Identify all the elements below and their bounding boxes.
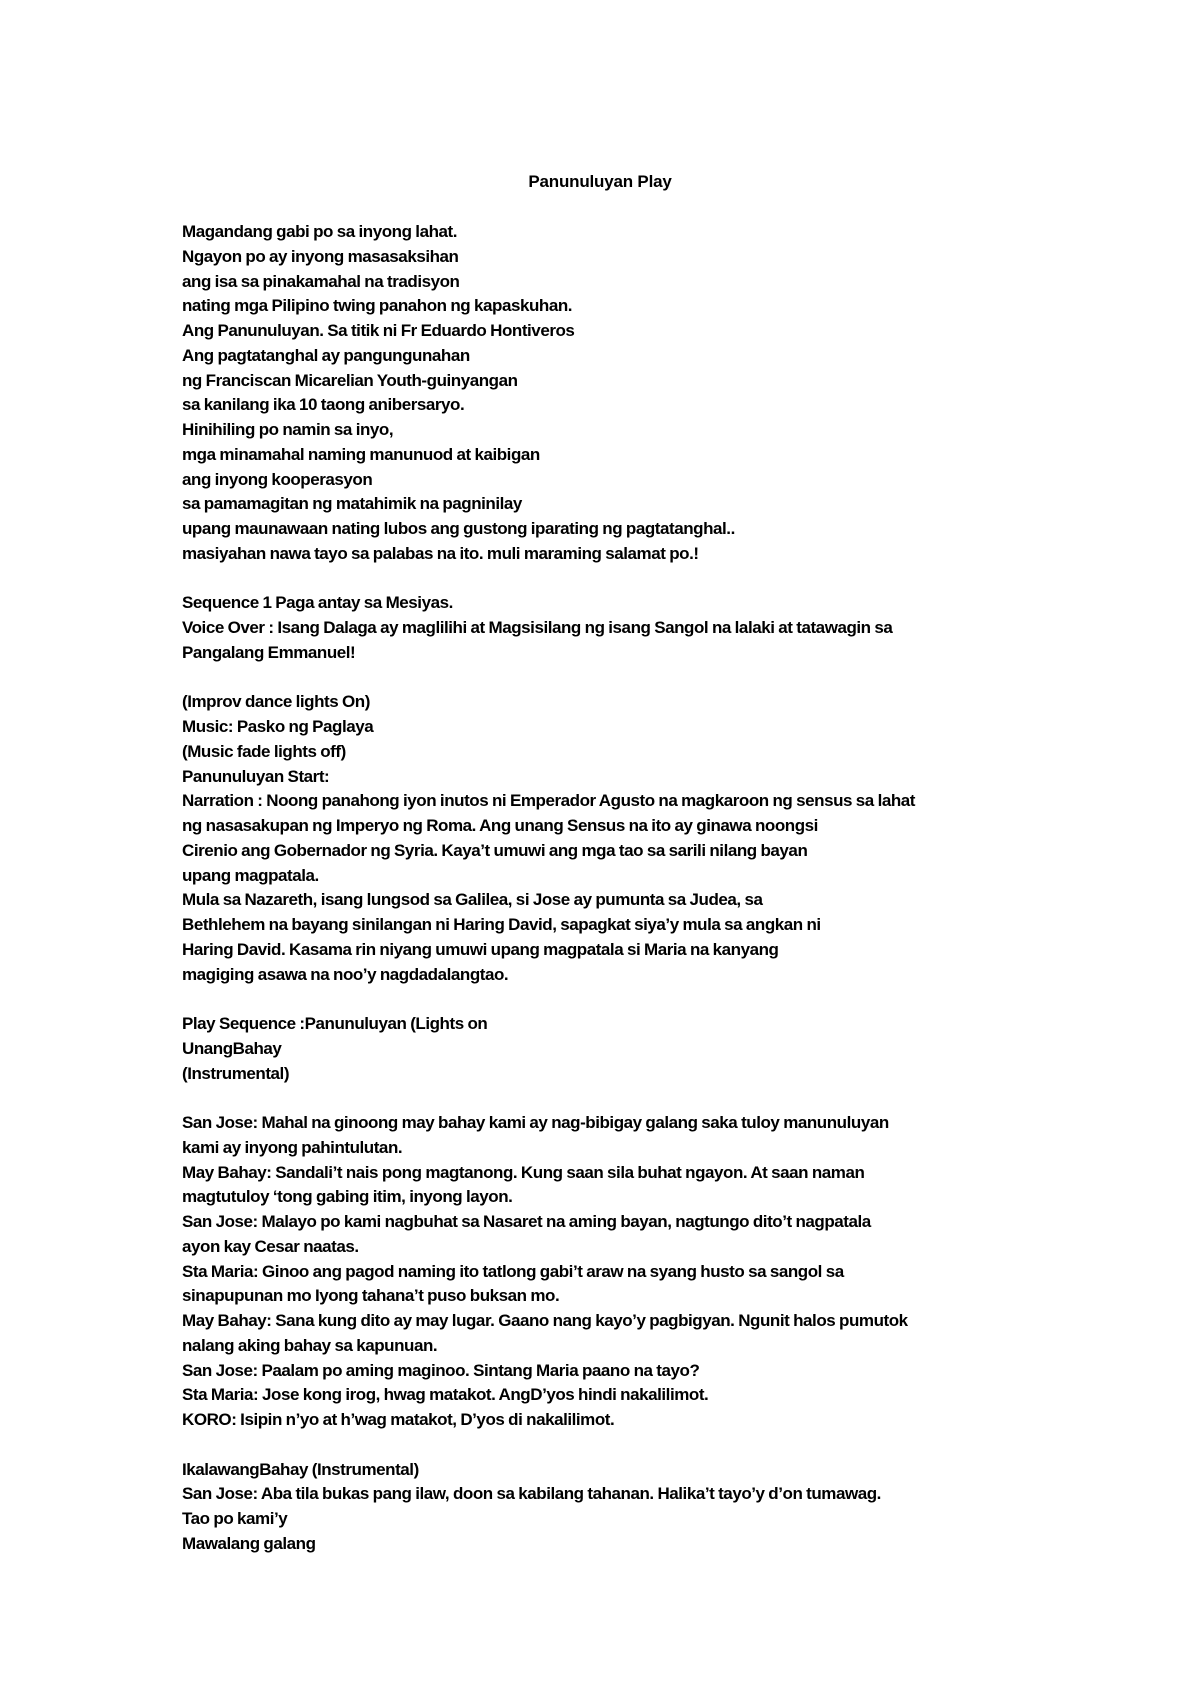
text-line: Voice Over : Isang Dalaga ay maglilihi at Magsisilang ng isang Sangol na lalaki at tatawagin sa — [182, 618, 893, 637]
text-line: UnangBahay — [182, 1038, 282, 1058]
text-line: Music: Pasko ng Paglaya — [182, 717, 374, 736]
text-line: Mawalang galang — [182, 1533, 316, 1553]
text-line: Magandang gabi po sa inyong lahat. — [182, 222, 458, 241]
text-line: May Bahay: Sana kung dito ay may lugar. Gaano nang kayo’y pagbigyan. Ngunit halos pumutok — [182, 1311, 908, 1330]
text-line: ang inyong kooperasyon — [182, 469, 373, 489]
paragraph-gap — [182, 567, 1172, 592]
paragraph-gap — [182, 1086, 1172, 1111]
text-line: nating mga Pilipino twing panahon ng kapaskuhan. — [182, 296, 573, 316]
text-line: upang maunawaan nating lubos ang gustong iparating ng pagtatanghal.. — [182, 519, 735, 538]
paragraph-gap — [182, 666, 1172, 691]
text-line: ng Franciscan Micarelian Youth-guinyangan — [182, 370, 518, 390]
text-line: Panunuluyan Start: — [182, 766, 330, 786]
text-line: San Jose: Aba tila bukas pang ilaw, doon sa kabilang tahanan. Halika’t tayo’y d’on tumawag. — [182, 1484, 881, 1504]
text-line: (Instrumental) — [182, 1063, 290, 1083]
text-line: Mula sa Nazareth, isang lungsod sa Galilea, si Jose ay pumunta sa Judea, sa — [182, 890, 763, 910]
text-line: Tao po kami’y — [182, 1509, 288, 1528]
text-line: Pangalang Emmanuel! — [182, 642, 356, 662]
text-line: kami ay inyong pahintulutan. — [182, 1137, 403, 1157]
text-line: Sta Maria: Ginoo ang pagod naming ito tatlong gabi’t araw na syang husto sa sangol sa — [182, 1261, 844, 1281]
text-line: Ngayon po ay inyong masasaksihan — [182, 246, 459, 266]
text-line: Cirenio ang Gobernador ng Syria. Kaya’t umuwi ang mga tao sa sarili nilang bayan — [182, 840, 808, 860]
text-line: upang magpatala. — [182, 865, 319, 885]
text-line: magiging asawa na noo’y nagdadalangtao. — [182, 964, 509, 984]
text-line: magtutuloy ‘tong gabing itim, inyong layon. — [182, 1187, 513, 1207]
document-title: Panunuluyan Play — [528, 172, 672, 191]
text-line: Hinihiling po namin sa inyo, — [182, 420, 394, 439]
text-line: sinapupunan mo Iyong tahana’t puso buksan mo. — [182, 1286, 560, 1306]
text-line: May Bahay: Sandali’t nais pong magtanong. Kung saan sila buhat ngayon. At saan naman — [182, 1162, 865, 1182]
text-line: San Jose: Paalam po aming maginoo. Sintang Maria paano na tayo? — [182, 1360, 700, 1380]
text-line: Bethlehem na bayang sinilangan ni Haring David, sapagkat siya’y mula sa angkan ni — [182, 915, 821, 934]
text-line: ayon kay Cesar naatas. — [182, 1236, 359, 1256]
text-line: Play Sequence :Panunuluyan (Lights on — [182, 1014, 488, 1033]
text-line: San Jose: Malayo po kami nagbuhat sa Nasaret na aming bayan, nagtungo dito’t nagpatala — [182, 1212, 871, 1231]
document-body — [182, 220, 1172, 1557]
text-line: sa pamamagitan ng matahimik na pagninilay — [182, 494, 522, 514]
text-line: ng nasasakupan ng Imperyo ng Roma. Ang unang Sensus na ito ay ginawa noongsi — [182, 816, 818, 835]
text-line: Ang Panunuluyan. Sa titik ni Fr Eduardo Hontiveros — [182, 321, 575, 340]
text-line: Sequence 1 Paga antay sa Mesiyas. — [182, 593, 453, 613]
text-line: Haring David. Kasama rin niyang umuwi upang magpatala si Maria na kanyang — [182, 939, 779, 959]
text-line: Sta Maria: Jose kong irog, hwag matakot. AngD’yos hindi nakalilimot. — [182, 1385, 709, 1405]
text-line: (Improv dance lights On) — [182, 692, 370, 712]
text-line: ang isa sa pinakamahal na tradisyon — [182, 271, 460, 291]
paragraph-gap — [182, 987, 1172, 1012]
text-line: San Jose: Mahal na ginoong may bahay kami ay nag-bibigay galang saka tuloy manunuluyan — [182, 1113, 889, 1132]
text-line: Narration : Noong panahong iyon inutos ni Emperador Agusto na magkaroon ng sensus sa lahat — [182, 791, 916, 811]
text-line: masiyahan nawa tayo sa palabas na ito. muli maraming salamat po.! — [182, 543, 699, 563]
paragraph-gap — [182, 1433, 1172, 1458]
text-line: mga minamahal naming manunuod at kaibigan — [182, 444, 540, 464]
text-line: KORO: Isipin n’yo at h’wag matakot, D’yos di nakalilimot. — [182, 1410, 615, 1429]
text-line: IkalawangBahay (Instrumental) — [182, 1459, 419, 1479]
text-line: sa kanilang ika 10 taong anibersaryo. — [182, 395, 465, 415]
text-line: nalang aking bahay sa kapunuan. — [182, 1335, 438, 1355]
text-line: (Music fade lights off) — [182, 741, 346, 761]
text-line: Ang pagtatanghal ay pangungunahan — [182, 345, 470, 365]
